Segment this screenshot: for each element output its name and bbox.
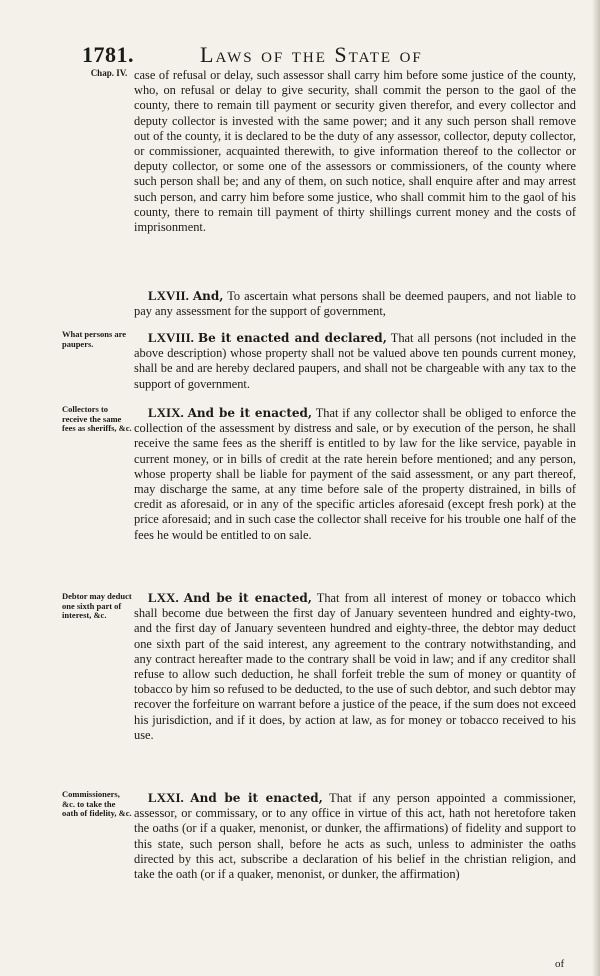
- section-69: [134, 405, 576, 577]
- margin-note-collectors: Collectors to receive the same fees as sheriffs, &c.: [62, 404, 132, 433]
- section-text: To ascertain what persons shall be deemed paupers, and not liable to pay any assessment for the support of government,: [134, 289, 576, 319]
- section-lead: And be it enacted,: [190, 791, 323, 805]
- section-number: LXXI.: [148, 790, 184, 805]
- section-68: [134, 330, 576, 394]
- running-title: Laws of the State of: [200, 42, 423, 67]
- chapter-label: Chap. IV.: [90, 68, 128, 78]
- page-edge-shadow: [592, 0, 600, 976]
- margin-note-debtor: Debtor may deduct one sixth part of interest, &c.: [62, 591, 132, 620]
- paragraph-text: case of refusal or delay, such assessor shall carry him before some justice of the county, who, on refusal or delay to give security, shall commit the person to the gaol of the county, there to remain till payment or security given therefor, and every collector and deputy collector is invested with the same power; and it any such person shall remove out of the county, it is declared to be the duty of any assessor, collector, deputy collector, or commissioner, acquainted therewith, to give information thereof to the collector or deputy collector, or some one of the assessors or commissioners, of the county where such person shall be; and any of them, on such notice, shall enquire after and may arrest such person, and carry him before some justice, who shall commit him to the gaol of his county, there to remain till payment of thirty shillings current money and the costs of imprisonment.: [134, 68, 576, 235]
- margin-note-paupers: What persons are paupers.: [62, 329, 127, 349]
- section-lead: And be it enacted,: [183, 591, 312, 605]
- section-number: LXIX.: [148, 405, 184, 420]
- paragraph-continuation: [134, 68, 576, 282]
- catchword: of: [555, 958, 565, 970]
- section-number: LXVIII.: [148, 330, 194, 345]
- section-number: LXX.: [148, 590, 179, 605]
- section-71: [134, 790, 576, 952]
- section-text: That if any collector shall be obliged to enforce the collection of the assessment by distress and sale, or by execution of the person, he shall receive the same fees as the sheriff is entitled to by law for the like service, payable in current money, or in bills of credit at the rate herein before mentioned; and any person, whose property shall be liable for payment of the said assessment, or any part thereof, may discharge the same, at any time before sale of the property distrained, in bills of credit as aforesaid, or in any of the specific articles aforesaid (except fresh pork) at the price aforesaid; and in such case the collector shall receive for his trouble one half of the fees he would be entitled to on sale.: [134, 406, 576, 542]
- section-70: [134, 590, 576, 770]
- section-text: That all persons (not included in the above description) whose property shall not be valued above ten pounds current money, shall be and are hereby declared paupers, and shall not be chargeable with any tax to the support of government.: [134, 331, 576, 391]
- section-text: That if any person appointed a commissioner, assessor, or commissary, or to any office in virtue of this act, hath not heretofore taken the oaths (or if a quaker, menonist, or dunker, the affirmations) of fidelity and support to this state, such person shall, before he acts as such, unless to administer the oaths directed by this act, subscribe a declaration of his belief in the christian religion, and take the oath (or if a quaker, menonist, or dunker, the affirmation): [134, 791, 576, 882]
- section-lead: And be it enacted,: [187, 406, 313, 420]
- section-number: LXVII.: [148, 288, 189, 303]
- section-lead: And,: [192, 289, 224, 303]
- margin-note-commissioners: Commissioners, &c. to take the oath of fidelity, &c.: [62, 789, 132, 818]
- section-lead: Be it enacted and declared,: [198, 331, 387, 345]
- section-text: That from all interest of money or tobacco which shall become due between the first day of January seventeen hundred and eighty-two, and the first day of January seventeen hundred and eighty-three, the debtor may deduct one sixth part of the said interest, any agreement to the contrary notwithstanding, and any contract hereafter made to the contrary shall be void in law; and if any creditor shall refuse to allow such deduction, he shall forfeit treble the sum of money or quantity of tobacco by him so refused to be deducted, to the use of such debtor, and such debtor may recover the forfeiture on warrant before a justice of the peace, if the sum does not exceed his jurisdiction, and if it does, by action at law, as for money or tobacco received to his use.: [134, 591, 576, 742]
- page-year: 1781.: [82, 42, 134, 67]
- section-67: [134, 288, 576, 320]
